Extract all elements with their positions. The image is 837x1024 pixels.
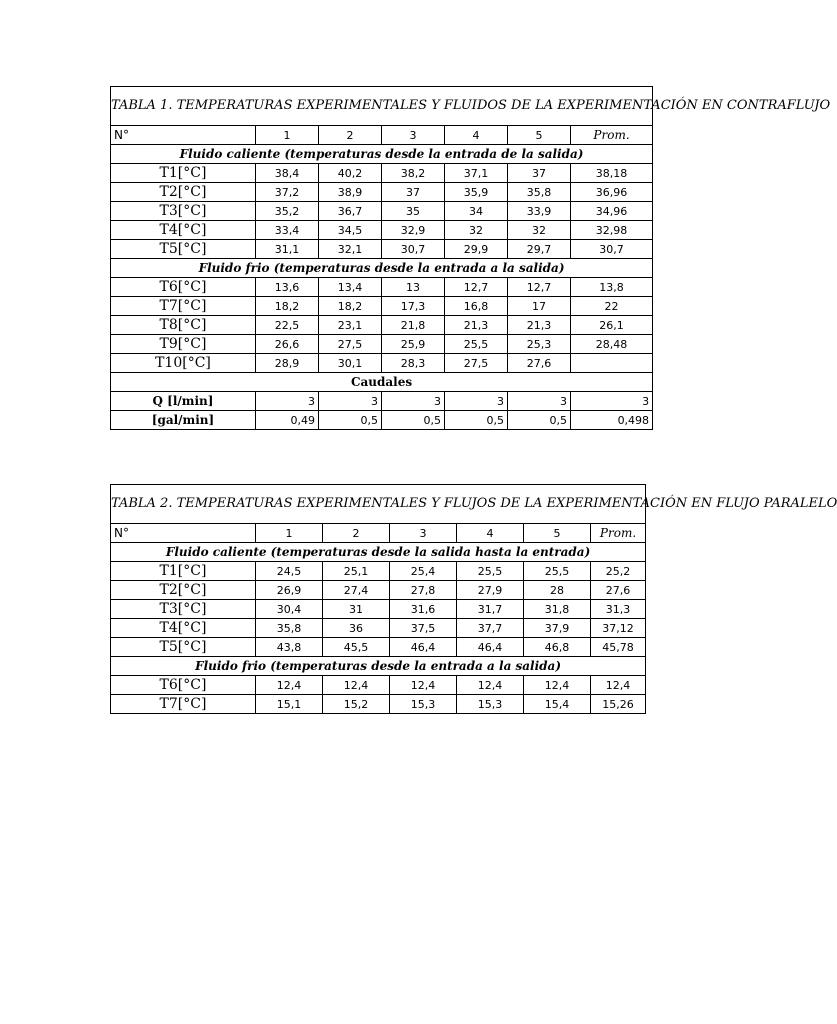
table-cell: 12,7	[508, 278, 571, 297]
table-row	[111, 392, 653, 411]
table-row	[111, 221, 653, 240]
column-header: 2	[319, 126, 382, 145]
row-label: T8[°C]	[111, 316, 256, 335]
table-cell: 29,7	[508, 240, 571, 259]
table-cell: 37,9	[524, 619, 591, 638]
table-cell: 38,4	[256, 164, 319, 183]
table-cell: 12,4	[256, 676, 323, 695]
row-label: T6[°C]	[111, 278, 256, 297]
row-label: [gal/min]	[111, 411, 256, 430]
table-row	[111, 600, 646, 619]
column-header: 3	[382, 126, 445, 145]
table-cell: 35,8	[508, 183, 571, 202]
table-header-row	[111, 524, 646, 543]
table-row	[111, 240, 653, 259]
table-cell: 25,4	[390, 562, 457, 581]
table-row	[111, 335, 653, 354]
table-cell: 15,3	[390, 695, 457, 714]
table-cell: 25,5	[524, 562, 591, 581]
table-cell: 37,7	[457, 619, 524, 638]
table-cell: 25,5	[445, 335, 508, 354]
column-header: 4	[457, 524, 524, 543]
row-label: T4[°C]	[111, 619, 256, 638]
row-label: T3[°C]	[111, 600, 256, 619]
table-cell: 31,7	[457, 600, 524, 619]
section-header: Fluido caliente (temperaturas desde la salida hasta la entrada)	[111, 543, 646, 562]
table-cell: 32,9	[382, 221, 445, 240]
table-cell: 28,3	[382, 354, 445, 373]
table-row	[111, 316, 653, 335]
row-label: T3[°C]	[111, 202, 256, 221]
table-cell: 32	[508, 221, 571, 240]
table-row	[111, 354, 653, 373]
table-title-row	[111, 87, 653, 126]
table-row	[111, 183, 653, 202]
table-cell: 15,26	[591, 695, 646, 714]
table-cell: 27,6	[591, 581, 646, 600]
section-header: Fluido caliente (temperaturas desde la entrada de la salida)	[111, 145, 653, 164]
table-cell: 0,5	[445, 411, 508, 430]
table-cell: 45,5	[323, 638, 390, 657]
table-row	[111, 411, 653, 430]
table-flujo-paralelo	[110, 484, 837, 714]
section-row	[111, 259, 653, 278]
table-cell: 35,2	[256, 202, 319, 221]
column-header: 2	[323, 524, 390, 543]
table-cell: 21,3	[445, 316, 508, 335]
table-cell: 27,9	[457, 581, 524, 600]
row-label: T1[°C]	[111, 562, 256, 581]
table-cell: 36,7	[319, 202, 382, 221]
table-title: TABLA 2. TEMPERATURAS EXPERIMENTALES Y FLUJOS DE LA EXPERIMENTACIÓN EN FLUJO PARALELO	[111, 485, 646, 524]
table-cell: 24,5	[256, 562, 323, 581]
row-label: Q [l/min]	[111, 392, 256, 411]
table-cell: 31	[323, 600, 390, 619]
table-cell: 31,1	[256, 240, 319, 259]
table-cell: 3	[319, 392, 382, 411]
table-cell: 28	[524, 581, 591, 600]
table-cell: 46,4	[390, 638, 457, 657]
table-cell: 25,5	[457, 562, 524, 581]
table-cell: 28,48	[571, 335, 653, 354]
section-header: Fluido frio (temperaturas desde la entrada a la salida)	[111, 259, 653, 278]
table-cell: 36,96	[571, 183, 653, 202]
column-header: 4	[445, 126, 508, 145]
table-row	[111, 297, 653, 316]
table-cell: 22	[571, 297, 653, 316]
column-header: 3	[390, 524, 457, 543]
column-header: 5	[524, 524, 591, 543]
table-cell: 3	[445, 392, 508, 411]
table-cell: 0,498	[571, 411, 653, 430]
column-header: 5	[508, 126, 571, 145]
table-cell: 15,1	[256, 695, 323, 714]
table-cell: 45,78	[591, 638, 646, 657]
row-label: T7[°C]	[111, 695, 256, 714]
table-contraflujo	[110, 86, 831, 430]
column-header-n: N°	[111, 524, 256, 543]
table-cell: 26,6	[256, 335, 319, 354]
table-cell: 23,1	[319, 316, 382, 335]
table-cell: 3	[508, 392, 571, 411]
table-cell: 34,5	[319, 221, 382, 240]
table-cell: 12,4	[323, 676, 390, 695]
table-cell: 13	[382, 278, 445, 297]
table-cell: 34,96	[571, 202, 653, 221]
table-cell: 32,98	[571, 221, 653, 240]
table-cell: 30,7	[382, 240, 445, 259]
table-cell: 37,1	[445, 164, 508, 183]
table-cell: 17,3	[382, 297, 445, 316]
table-cell: 12,4	[457, 676, 524, 695]
table-title-row	[111, 485, 646, 524]
table-cell: 21,8	[382, 316, 445, 335]
column-header-n: N°	[111, 126, 256, 145]
table-cell: 3	[382, 392, 445, 411]
row-label: T1[°C]	[111, 164, 256, 183]
table-cell: 0,5	[319, 411, 382, 430]
table-cell: 30,4	[256, 600, 323, 619]
table-cell: 17	[508, 297, 571, 316]
table-cell: 15,3	[457, 695, 524, 714]
table-cell: 30,1	[319, 354, 382, 373]
table-cell: 15,4	[524, 695, 591, 714]
table-cell: 31,8	[524, 600, 591, 619]
table-cell: 38,18	[571, 164, 653, 183]
section-header: Fluido frio (temperaturas desde la entrada a la salida)	[111, 657, 646, 676]
row-label: T9[°C]	[111, 335, 256, 354]
table-cell	[571, 354, 653, 373]
table-cell: 33,4	[256, 221, 319, 240]
table-cell: 34	[445, 202, 508, 221]
table-cell: 30,7	[571, 240, 653, 259]
table-cell: 27,5	[319, 335, 382, 354]
table-cell: 25,9	[382, 335, 445, 354]
table-row	[111, 202, 653, 221]
table-cell: 32,1	[319, 240, 382, 259]
row-label: T7[°C]	[111, 297, 256, 316]
section-row	[111, 657, 646, 676]
table-cell: 43,8	[256, 638, 323, 657]
table-cell: 37,5	[390, 619, 457, 638]
table-row	[111, 278, 653, 297]
table-cell: 35,9	[445, 183, 508, 202]
table-cell: 3	[571, 392, 653, 411]
row-label: T6[°C]	[111, 676, 256, 695]
table-cell: 18,2	[256, 297, 319, 316]
table-cell: 27,4	[323, 581, 390, 600]
row-label: T5[°C]	[111, 240, 256, 259]
table-cell: 25,2	[591, 562, 646, 581]
table-row	[111, 695, 646, 714]
table-cell: 0,5	[382, 411, 445, 430]
table-row	[111, 581, 646, 600]
table-cell: 31,6	[390, 600, 457, 619]
table-cell: 37	[382, 183, 445, 202]
table-cell: 15,2	[323, 695, 390, 714]
table-cell: 31,3	[591, 600, 646, 619]
table-cell: 35	[382, 202, 445, 221]
table-cell: 40,2	[319, 164, 382, 183]
table-cell: 32	[445, 221, 508, 240]
section-row	[111, 543, 646, 562]
table-cell: 27,8	[390, 581, 457, 600]
table-cell: 33,9	[508, 202, 571, 221]
column-header: 1	[256, 126, 319, 145]
table-cell: 3	[256, 392, 319, 411]
section-row	[111, 145, 653, 164]
table-cell: 27,5	[445, 354, 508, 373]
column-header: Prom.	[571, 126, 653, 145]
table-cell: 18,2	[319, 297, 382, 316]
table-cell: 26,1	[571, 316, 653, 335]
table-row	[111, 676, 646, 695]
table-cell: 13,4	[319, 278, 382, 297]
column-header: 1	[256, 524, 323, 543]
table-header-row	[111, 126, 653, 145]
table-cell: 29,9	[445, 240, 508, 259]
row-label: T2[°C]	[111, 183, 256, 202]
table-cell: 12,4	[524, 676, 591, 695]
table-cell: 35,8	[256, 619, 323, 638]
section-header: Caudales	[111, 373, 653, 392]
table-cell: 46,8	[524, 638, 591, 657]
table-cell: 38,9	[319, 183, 382, 202]
table-cell: 16,8	[445, 297, 508, 316]
table-cell: 12,7	[445, 278, 508, 297]
column-header: Prom.	[591, 524, 646, 543]
row-label: T5[°C]	[111, 638, 256, 657]
row-label: T4[°C]	[111, 221, 256, 240]
table-row	[111, 638, 646, 657]
table-cell: 27,6	[508, 354, 571, 373]
table-cell: 25,3	[508, 335, 571, 354]
row-label: T2[°C]	[111, 581, 256, 600]
table-cell: 25,1	[323, 562, 390, 581]
table-cell: 13,6	[256, 278, 319, 297]
table-cell: 13,8	[571, 278, 653, 297]
table-cell: 46,4	[457, 638, 524, 657]
table-cell: 0,49	[256, 411, 319, 430]
table-row	[111, 619, 646, 638]
table-cell: 37	[508, 164, 571, 183]
table-cell: 36	[323, 619, 390, 638]
table-cell: 26,9	[256, 581, 323, 600]
table-cell: 21,3	[508, 316, 571, 335]
table-cell: 12,4	[390, 676, 457, 695]
table-cell: 22,5	[256, 316, 319, 335]
row-label: T10[°C]	[111, 354, 256, 373]
table-row	[111, 562, 646, 581]
table-cell: 38,2	[382, 164, 445, 183]
table-title: TABLA 1. TEMPERATURAS EXPERIMENTALES Y FLUIDOS DE LA EXPERIMENTACIÓN EN CONTRAFLUJO	[111, 87, 653, 126]
table-cell: 28,9	[256, 354, 319, 373]
table-cell: 0,5	[508, 411, 571, 430]
section-row	[111, 373, 653, 392]
table-cell: 37,2	[256, 183, 319, 202]
table-row	[111, 164, 653, 183]
table-cell: 12,4	[591, 676, 646, 695]
table-cell: 37,12	[591, 619, 646, 638]
